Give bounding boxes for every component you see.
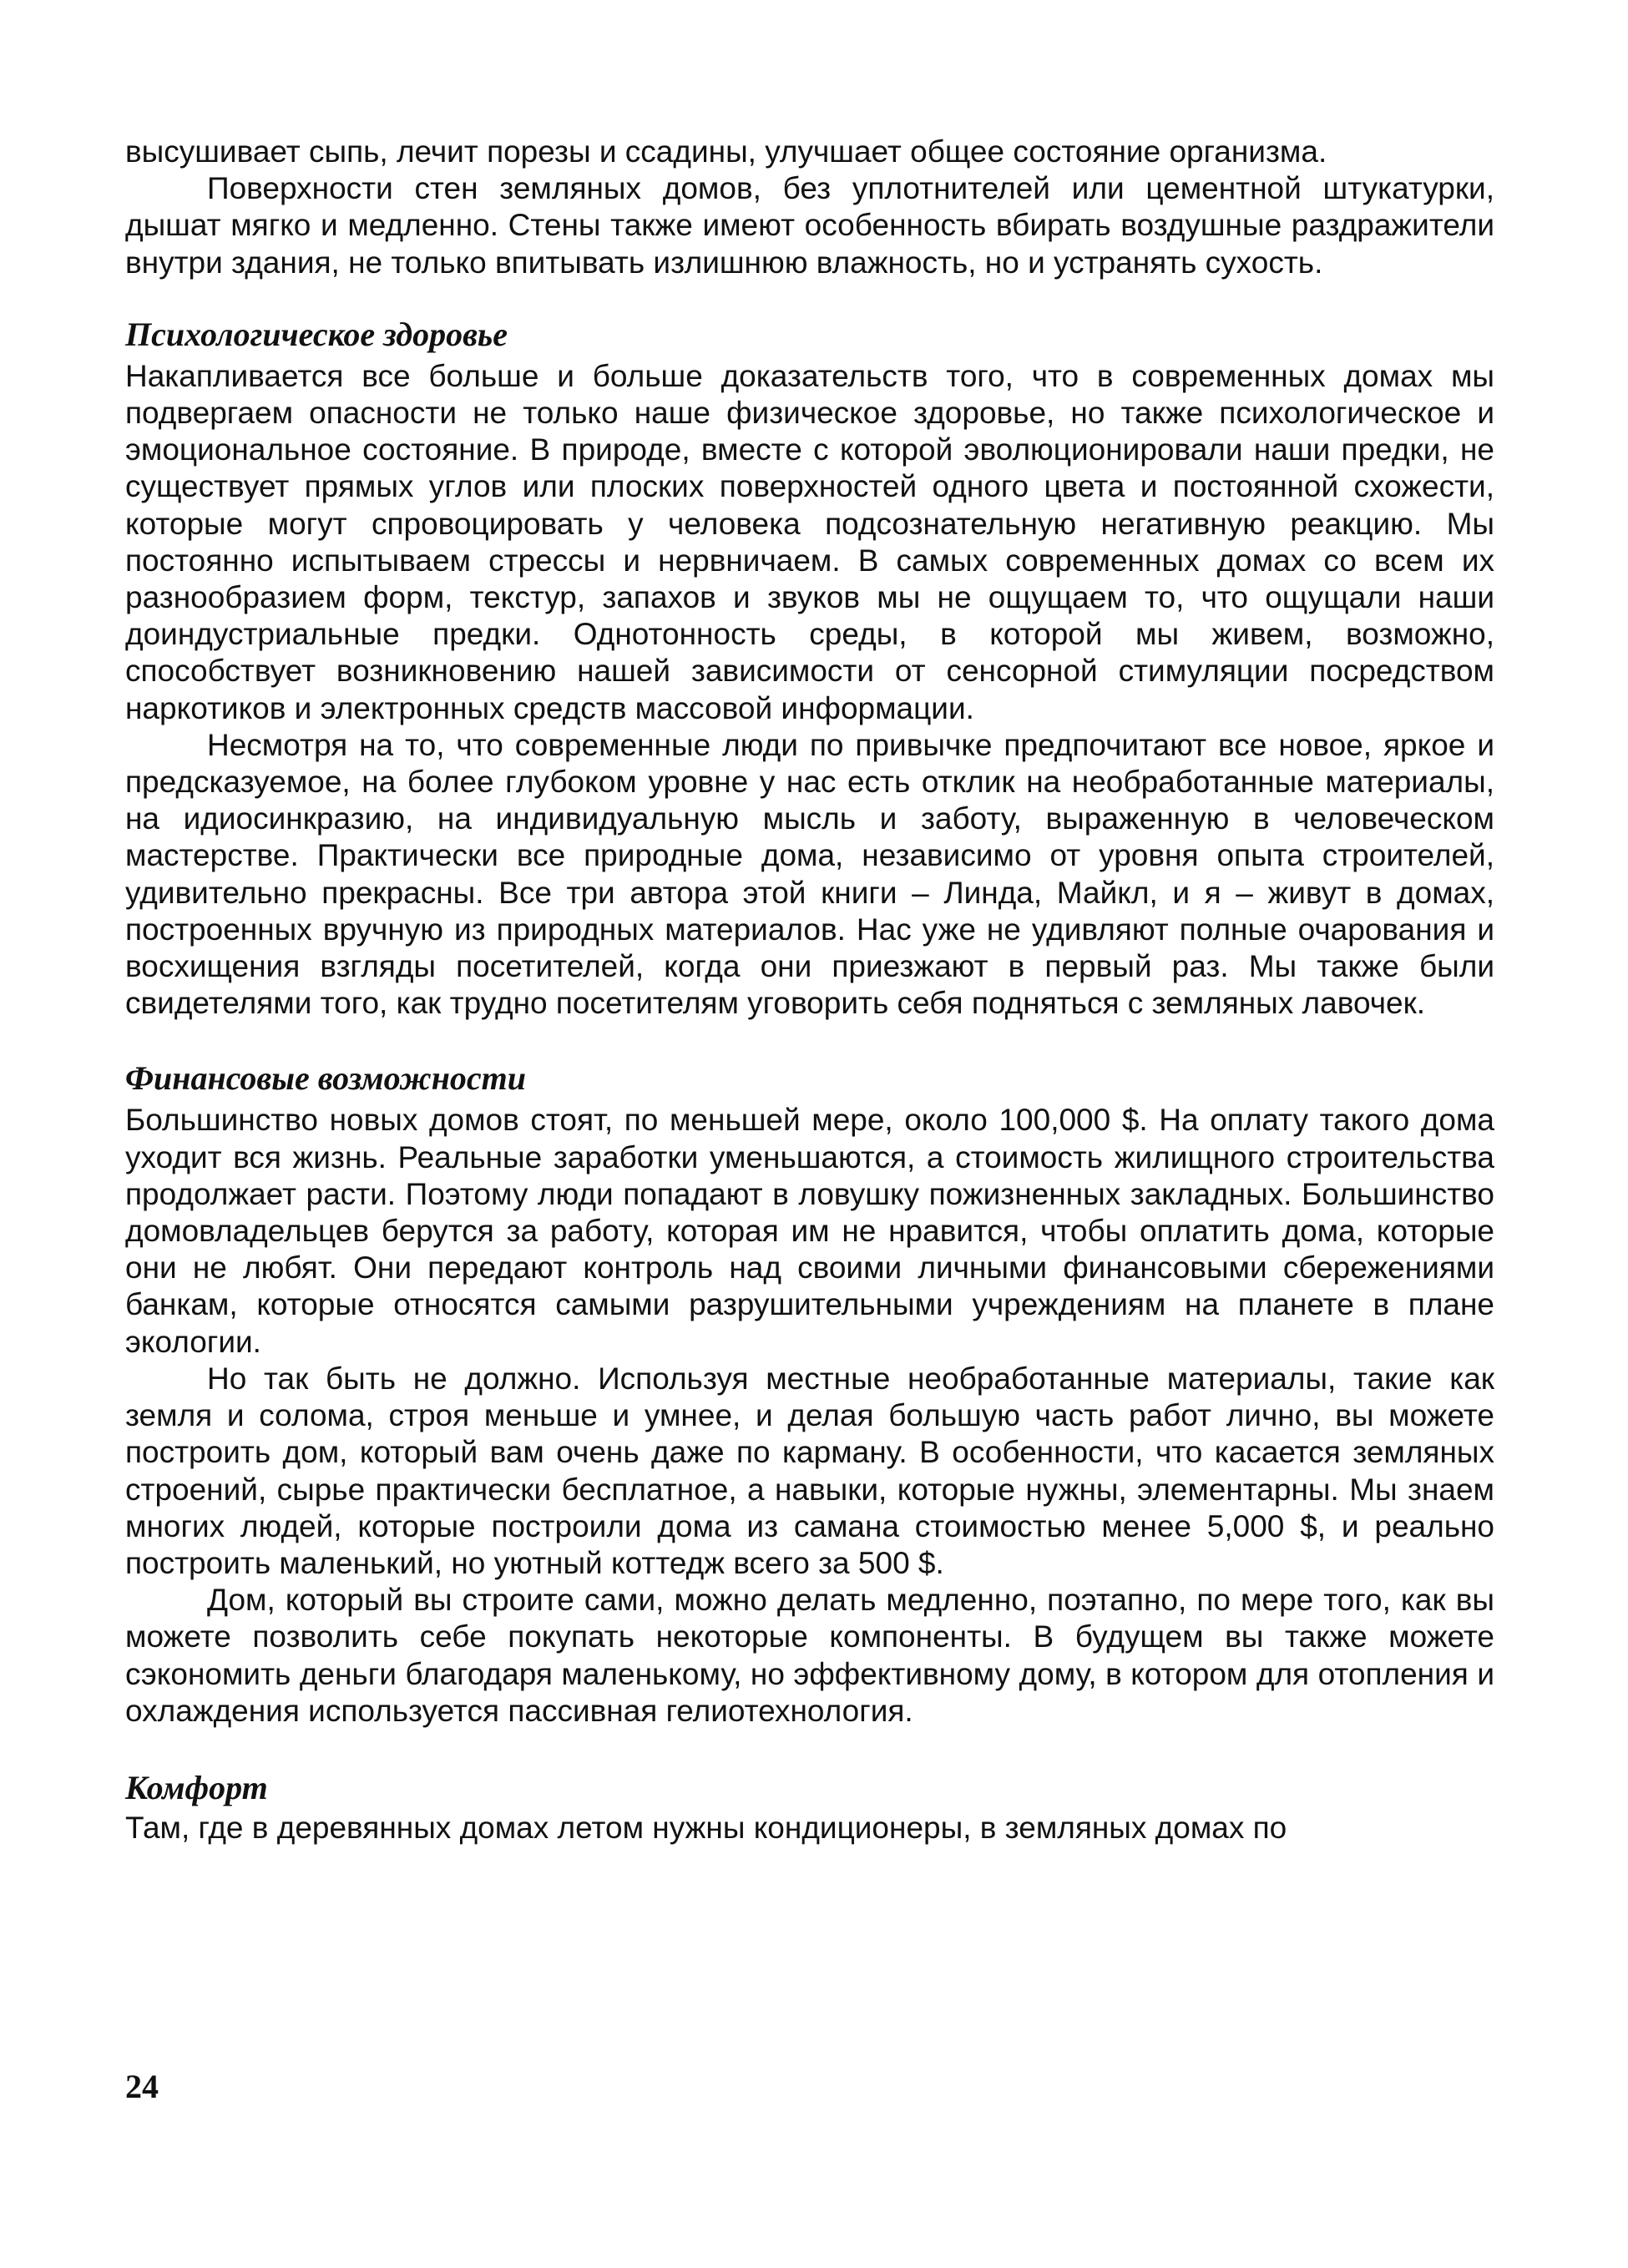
paragraph-financial-1: Большинство новых домов стоят, по меньшей мере, около 100,000 $. На оплату такого дома уходит вся жизнь. Реальные заработки уменьшаются, а стоимость жилищного строительства продолжает расти. Поэтому люди попадают в ловушку пожизненных закладных. Большинство домовладельцев берутся за работу, которая им не нравится, чтобы оплатить дома, которые они не любят. Они передают контроль над своими личными финансовыми сбережениями банкам, которые относятся самыми разрушительными учреждениям на планете в плане экологии. <box>125 1103 1494 1359</box>
paragraph-continued: высушивает сыпь, лечит порезы и ссадины, улучшает общее состояние организма. <box>125 134 1327 169</box>
paragraph-psychological-2: Несмотря на то, что современные люди по привычке предпочитают все новое, яркое и предсказуемое, на более глубоком уровне у нас есть отклик на необработанные материалы, на идиосинкразию, на индивидуальную мысль и заботу, выраженную в человеческом мастерстве. Практически все природные дома, независимо от уровня опыта строителей, удивительно прекрасны. Все три автора этой книги – Линда, Майкл, и я – живут в домах, построенных вручную из природных материалов. Нас уже не удивляют полные очарования и восхищения взгляды посетителей, когда они приезжают в первый раз. Мы также были свидетелями того, как трудно посетителям уговорить себя подняться с земляных лавочек. <box>125 727 1494 1021</box>
paragraph-comfort: Там, где в деревянных домах летом нужны кондиционеры, в земляных домах по <box>125 1810 1287 1845</box>
heading-psychological-health: Психологическое здоровье <box>125 315 508 353</box>
page-number: 24 <box>125 2068 159 2105</box>
paragraph-psychological-1: Накапливается все больше и больше доказательств того, что в современных домах мы подвергаем опасности не только наше физическое здоровье, но также психологическое и эмоциональное состояние. В природе, вместе с которой эволюционировали наши предки, не существует прямых углов или плоских поверхностей одного цвета и постоянной схожести, которые могут спровоцировать у человека подсознательную негативную реакцию. Мы постоянно испытываем стрессы и нервничаем. В самых современных домах со всем их разнообразием форм, текстур, запахов и звуков мы не ощущаем то, что ощущали наши доиндустриальные предки. Однотонность среды, в которой мы живем, возможно, способствует возникновению нашей зависимости от сенсорной стимуляции посредством наркотиков и электронных средств массовой информации. <box>125 358 1494 725</box>
paragraph-financial-2: Но так быть не должно. Используя местные необработанные материалы, такие как земля и солома, строя меньше и умнее, и делая большую часть работ лично, вы можете построить дом, который вам очень даже по карману. В особенности, что касается земляных строений, сырье практически бесплатное, а навыки, которые нужны, элементарны. Мы знаем многих людей, которые построили дома из самана стоимостью менее 5,000 $, и реально построить маленький, но уютный коттедж всего за 500 $. <box>125 1361 1494 1580</box>
paragraph-financial-3: Дом, который вы строите сами, можно делать медленно, поэтапно, по мере того, как вы можете позволить себе покупать некоторые компоненты. В будущем вы также можете сэкономить деньги благодаря маленькому, но эффективному дому, в котором для отопления и охлаждения используется пассивная гелиотехнология. <box>125 1583 1494 1728</box>
page-content <box>125 134 1494 1846</box>
heading-financial-opportunities: Финансовые возможности <box>125 1059 527 1098</box>
heading-comfort: Комфорт <box>125 1768 268 1806</box>
paragraph-earth-walls: Поверхности стен земляных домов, без уплотнителей или цементной штукатурки, дышат мягко и медленно. Стены также имеют особенность вбирать воздушные раздражители внутри здания, не только впитывать излишнюю влажность, но и устранять сухость. <box>125 171 1494 280</box>
